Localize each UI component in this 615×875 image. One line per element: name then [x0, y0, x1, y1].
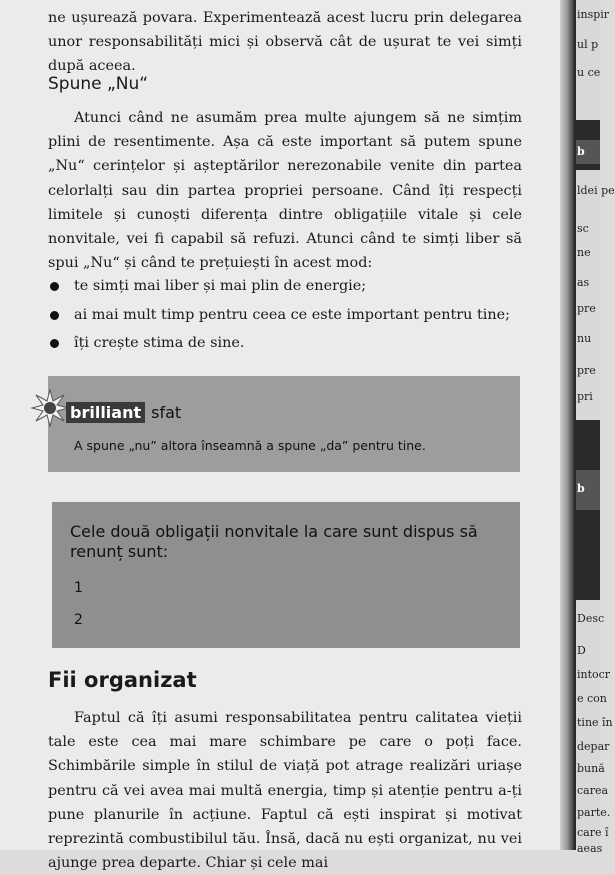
tip-header — [66, 402, 181, 423]
adjacent-page-fragment: b — [577, 482, 585, 495]
adjacent-page-fragment: bună — [577, 762, 605, 775]
adjacent-page-fragment: pre — [577, 364, 596, 377]
adjacent-page-fragment: sc — [577, 222, 589, 235]
adjacent-page-fragment: tine în — [577, 716, 613, 729]
top-paragraph: ne ușurează povara. Experimentează acest lucru prin delegarea unor responsabilități mici și observă cât de ușurat te vei simți după aceea. — [48, 10, 522, 75]
tip-label: sfat — [151, 403, 182, 422]
adjacent-page-fragment: parte. — [577, 806, 611, 819]
starburst-icon — [32, 390, 68, 426]
section-heading-fii-organizat: Fii organizat — [48, 668, 197, 692]
adjacent-page-fragment: inspir — [577, 8, 610, 21]
book-gutter — [560, 0, 574, 850]
adjacent-page-fragment: D — [577, 644, 586, 657]
adjacent-page-fragment: carea — [577, 784, 609, 797]
adjacent-page-fragment: b — [577, 145, 585, 158]
adjacent-page-fragment: Desc — [577, 612, 605, 625]
list-item: te simți mai liber și mai plin de energie; — [48, 272, 522, 301]
fii-organizat-paragraph: Faptul că îți asumi responsabilitatea pentru calitatea vieții tale este cea mai mare schimbare pe care o poți face. Schimbările simple în stilul de viață pot atrage realizări uriașe pentru că vei avea mai multă energia, timp și atenție pentru a-ți pune planurile în acțiune. Faptul că ești inspirat și motivat reprezintă combustibilul tău. Însă, dacă nu ești organizat, nu vei ajunge prea departe. Chiar și cele mai — [48, 710, 522, 872]
section-heading-spune-nu: Spune „Nu“ — [48, 74, 149, 94]
list-item: ai mai mult timp pentru ceea ce este important pentru tine; — [48, 301, 522, 330]
benefits-list — [48, 272, 522, 358]
adjacent-page-fragment: nu — [577, 332, 592, 345]
adjacent-page-fragment: depar — [577, 740, 610, 753]
adjacent-page-fragment: ul p — [577, 38, 599, 51]
adjacent-page-fragment: pri — [577, 390, 593, 403]
adjacent-page-edge — [574, 0, 615, 855]
adjacent-page-fragment: u ce — [577, 66, 601, 79]
adjacent-page-fragment: intocr — [577, 668, 611, 681]
adjacent-page-fragment: aeas — [577, 842, 603, 855]
brilliant-tip-box — [48, 376, 520, 472]
adjacent-page-fragment: e con — [577, 692, 607, 705]
exercise-item-number: 2 — [74, 612, 83, 628]
adjacent-page-fragment: care î — [577, 826, 609, 839]
adjacent-page-fragment: pre — [577, 302, 596, 315]
brand-label: brilliant — [66, 402, 145, 423]
adjacent-page-fragment: ne — [577, 246, 591, 259]
exercise-prompt: Cele două obligații nonvitale la care sunt dispus să renunț sunt: — [70, 522, 478, 561]
adjacent-page-fragment: as — [577, 276, 590, 289]
list-item: îți crește stima de sine. — [48, 329, 522, 358]
spune-nu-paragraph: Atunci când ne asumăm prea multe ajungem să ne simțim plini de resentimente. Așa că este important să putem spune „Nu“ cerințelor și așteptărilor nerezonabile venite din partea celorlalți sau din partea propriei persoane. Când îți respecți limitele și cunoști diferența dintre obligațiile vitale și cele nonvitale, vei fi capabil să refuzi. Atunci când te simți liber să spui „Nu“ și când te prețuiești în acest mod: — [48, 110, 522, 272]
adjacent-page-strip — [576, 170, 600, 420]
exercise-box — [52, 502, 520, 648]
tip-text: A spune „nu” altora înseamnă a spune „da” pentru tine. — [74, 438, 426, 453]
exercise-item-number: 1 — [74, 580, 83, 596]
adjacent-page-fragment: ldei pe — [577, 184, 615, 197]
